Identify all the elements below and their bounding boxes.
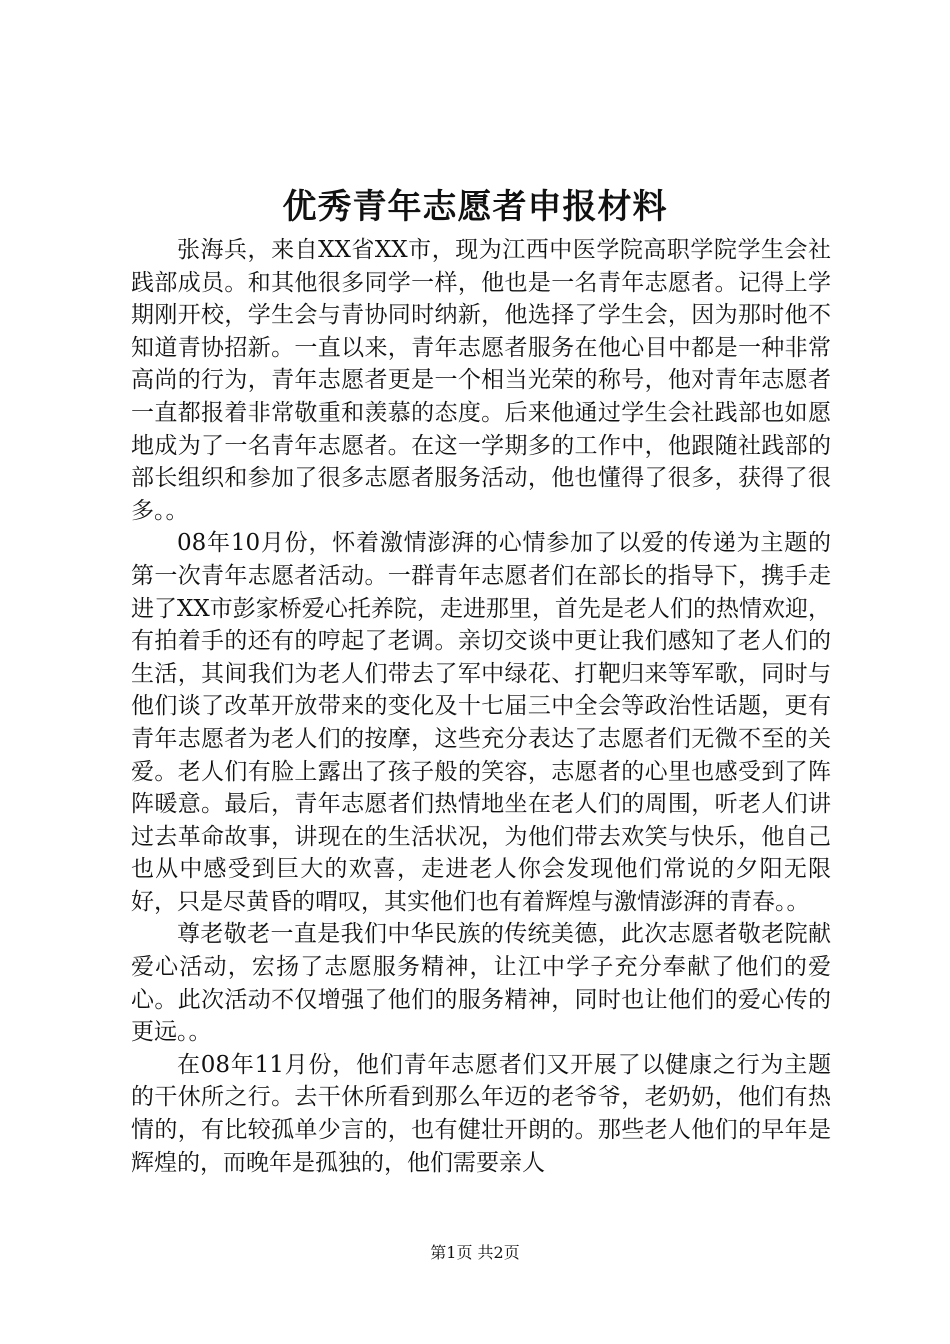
paragraph-4: 在08年11月份，他们青年志愿者们又开展了以健康之行为主题的干休所之行。去干休所看到那么年迈的老爷爷，老奶奶，他们有热情的，有比较孤单少言的，也有健壮开朗的。那些老人他们的早年是辉煌的，而晚年是孤独的，他们需要亲人: [131, 1051, 831, 1176]
page-footer: 第1页 共2页: [430, 1243, 520, 1262]
paragraph-3: 尊老敬老一直是我们中华民族的传统美德，此次志愿者敬老院献爱心活动，宏扬了志愿服务精神，让江中学子充分奉献了他们的爱心。此次活动不仅增强了他们的服务精神，同时也让他们的爱心传的更远。。: [131, 921, 831, 1046]
paragraph-1: 张海兵，来自XX省XX市，现为江西中医学院高职学院学生会社践部成员。和其他很多同学一样，他也是一名青年志愿者。记得上学期刚开校，学生会与青协同时纳新，他选择了学生会，因为那时他不知道青协招新。一直以来，青年志愿者服务在他心目中都是一种非常高尚的行为，青年志愿者更是一个相当光荣的称号，他对青年志愿者一直都报着非常敬重和羡慕的态度。后来他通过学生会社践部也如愿地成为了一名青年志愿者。在这一学期多的工作中，他跟随社践部的部长组织和参加了很多志愿者服务活动，他也懂得了很多，获得了很多。。: [131, 237, 831, 524]
paragraph-2: 08年10月份，怀着激情澎湃的心情参加了以爱的传递为主题的第一次青年志愿者活动。一群青年志愿者们在部长的指导下，携手走进了XX市彭家桥爱心托养院，走进那里，首先是老人们的热情欢迎，有拍着手的还有的哼起了老调。亲切交谈中更让我们感知了老人们的生活，其间我们为老人们带去了军中绿花、打靶归来等军歌，同时与他们谈了改革开放带来的变化及十七届三中全会等政治性话题，更有青年志愿者为老人们的按摩，这些充分表达了志愿者们无微不至的关爱。老人们有脸上露出了孩子般的笑容，志愿者的心里也感受到了阵阵暖意。最后，青年志愿者们热情地坐在老人们的周围，听老人们讲过去革命故事，讲现在的生活状况，为他们带去欢笑与快乐，他自己也从中感受到巨大的欢喜，走进老人你会发现他们常说的夕阳无限好，只是尽黄昏的喟叹，其实他们也有着辉煌与激情澎湃的青春。。: [131, 530, 831, 915]
document-title: 优秀青年志愿者申报材料: [282, 187, 668, 227]
document-body: [131, 234, 831, 1179]
